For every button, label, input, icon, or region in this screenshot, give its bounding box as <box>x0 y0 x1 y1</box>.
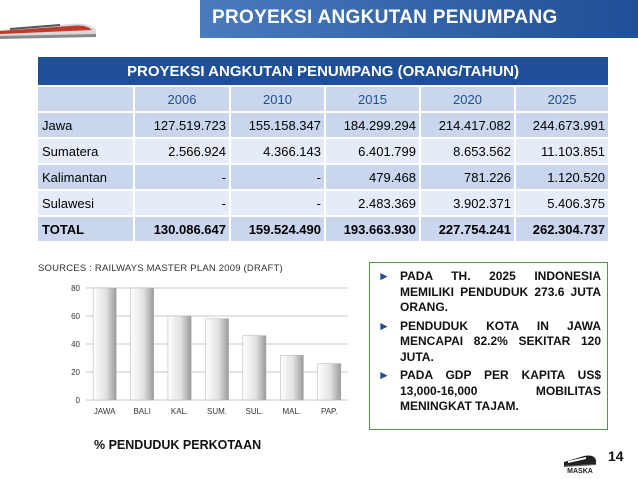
table-row-label: Sumatera <box>38 138 134 164</box>
bullet-item <box>376 319 601 366</box>
header-bar <box>0 0 638 44</box>
chart-caption: % PENDUDUK PERKOTAAN <box>94 438 262 452</box>
chart-bar-sum <box>205 319 228 400</box>
chart-y-axis <box>71 284 80 405</box>
chart-y-tick-label: 20 <box>71 368 80 377</box>
table-cell: 3.902.371 <box>420 190 515 216</box>
maska-logo-text: MASKA <box>567 468 593 474</box>
chart-bar-kal <box>168 316 191 400</box>
table-cell: - <box>230 164 325 190</box>
chart-y-tick-label: 40 <box>71 340 80 349</box>
table-cell: 193.663.930 <box>325 216 420 242</box>
table-header-year: 2010 <box>230 86 325 112</box>
table-cell: 2.566.924 <box>134 138 230 164</box>
table-row-label: Sulawesi <box>38 190 134 216</box>
arrow-right-icon: ► <box>378 269 390 283</box>
chart-bar-pap <box>318 364 341 400</box>
table-cell: 4.366.143 <box>230 138 325 164</box>
bullet-text: PADA GDP PER KAPITA US$ 13,000-16,000 MOBILITAS MENINGKAT TAJAM. <box>400 368 601 413</box>
table-cell: 227.754.241 <box>420 216 515 242</box>
table-cell: 11.103.851 <box>515 138 609 164</box>
table-row <box>38 164 609 190</box>
table-row <box>38 112 609 138</box>
train-logo-icon <box>0 0 96 44</box>
table-cell: 184.299.294 <box>325 112 420 138</box>
table-cell: 159.524.490 <box>230 216 325 242</box>
projection-table <box>38 57 609 243</box>
table-cell: 214.417.082 <box>420 112 515 138</box>
chart-bar-sul <box>243 336 266 400</box>
table-cell: 2.483.369 <box>325 190 420 216</box>
maska-logo <box>562 442 598 474</box>
table-row-label: Kalimantan <box>38 164 134 190</box>
chart-bar-mal <box>280 355 303 400</box>
arrow-right-icon: ► <box>378 368 390 382</box>
table-row <box>38 190 609 216</box>
key-points-box <box>369 262 608 430</box>
bullet-text: PADA TH. 2025 INDONESIA MEMILIKI PENDUDUK 273.6 JUTA ORANG. <box>400 269 601 314</box>
chart-x-tick-label: SUL. <box>245 407 264 416</box>
table-cell: 781.226 <box>420 164 515 190</box>
table-row-label: Jawa <box>38 112 134 138</box>
bullet-item <box>376 269 601 316</box>
page-title: PROYEKSI ANGKUTAN PENUMPANG <box>212 7 558 28</box>
table-cell: 262.304.737 <box>515 216 609 242</box>
table-cell: - <box>134 190 230 216</box>
table-title: PROYEKSI ANGKUTAN PENUMPANG (ORANG/TAHUN) <box>38 57 609 86</box>
chart-x-tick-label: BALI <box>133 407 151 416</box>
table-cell: 244.673.991 <box>515 112 609 138</box>
chart-bar-bali <box>131 288 154 400</box>
chart-x-tick-label: JAWA <box>93 407 116 416</box>
table-cell: 130.086.647 <box>134 216 230 242</box>
table-cell: 1.120.520 <box>515 164 609 190</box>
chart-x-tick-label: KAL. <box>170 407 189 416</box>
chart-y-tick-label: 80 <box>71 284 80 293</box>
chart-y-tick-label: 0 <box>75 396 80 405</box>
table-total-row <box>38 216 609 242</box>
chart-bar-jawa <box>93 288 116 400</box>
chart-x-tick-label: PAP. <box>320 407 338 416</box>
chart-y-tick-label: 60 <box>71 312 80 321</box>
table-cell: - <box>230 190 325 216</box>
sources-note: SOURCES : RAILWAYS MASTER PLAN 2009 (DRAFT) <box>38 263 283 274</box>
table-header-year: 2006 <box>134 86 230 112</box>
table-header-year: 2015 <box>325 86 420 112</box>
arrow-right-icon: ► <box>378 318 390 333</box>
table-cell: 155.158.347 <box>230 112 325 138</box>
chart-x-tick-label: MAL. <box>282 407 302 416</box>
bullet-item <box>376 368 601 415</box>
table-header-empty-cell <box>38 86 134 112</box>
bullet-text: PENDUDUK KOTA IN JAWA MENCAPAI 82.2% SEKITAR 120 JUTA. <box>400 318 601 364</box>
table-row-label: TOTAL <box>38 216 134 242</box>
table-cell: 5.406.375 <box>515 190 609 216</box>
table-header-year: 2020 <box>420 86 515 112</box>
table-cell: 479.468 <box>325 164 420 190</box>
table-header-year: 2025 <box>515 86 609 112</box>
chart-x-tick-label: SUM. <box>207 407 227 416</box>
table-cell: 6.401.799 <box>325 138 420 164</box>
table-cell: - <box>134 164 230 190</box>
table-header-row <box>38 86 609 112</box>
chart-x-axis <box>94 407 338 416</box>
table-cell: 127.519.723 <box>134 112 230 138</box>
page-number: 14 <box>608 448 624 464</box>
urban-population-chart <box>48 278 358 426</box>
table-cell: 8.653.562 <box>420 138 515 164</box>
table-row <box>38 138 609 164</box>
